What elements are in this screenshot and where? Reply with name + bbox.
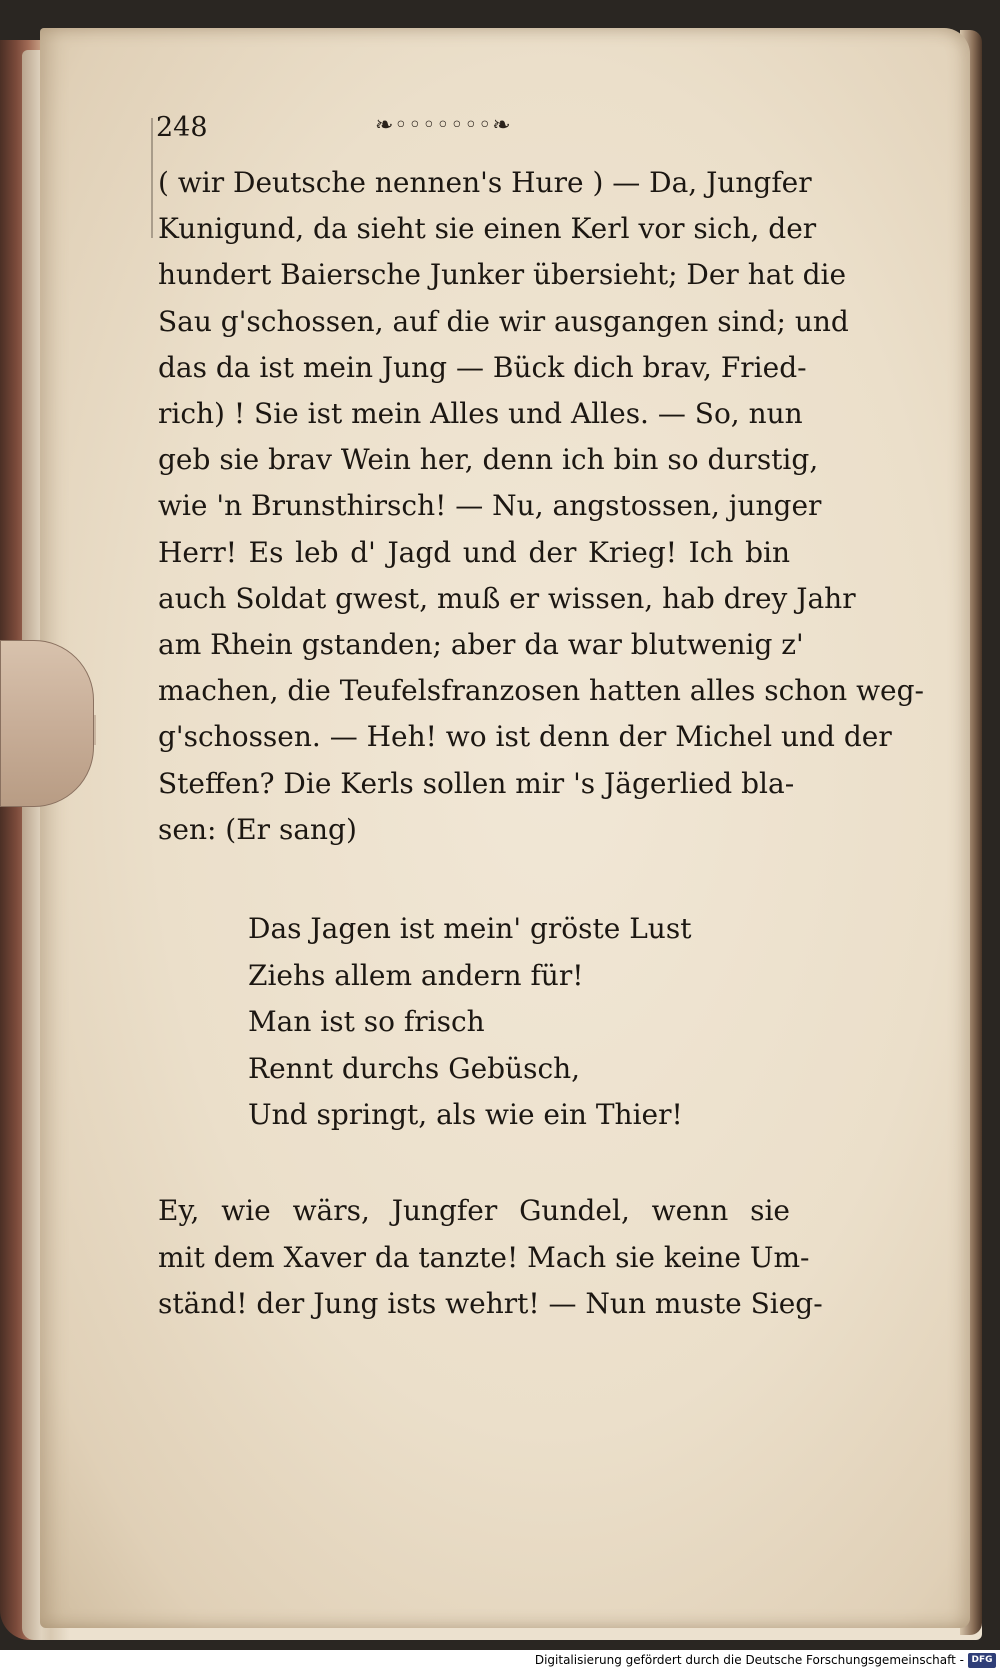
text-line: g'schossen. — Heh! wo ist denn der Michel und der (158, 720, 892, 754)
text-line: ( wir Deutsche nennen's Hure ) — Da, Jungfer (158, 166, 812, 199)
page-number: 248 (156, 112, 208, 143)
text-line: mit dem Xaver da tanzte! Mach sie keine Um- (158, 1240, 810, 1274)
text-line: sen: (Er sang) (158, 812, 357, 846)
text-line: Herr! Es leb d' Jagd und der Krieg! Ich bin (158, 535, 790, 569)
margin-mark (151, 118, 153, 238)
text-line: am Rhein gstanden; aber da war blutwenig z' (158, 628, 804, 661)
text-line: Steffen? Die Kerls sollen mir 's Jägerlied bla- (158, 766, 795, 800)
footer-credit: Digitalisierung gefördert durch die Deutsche Forschungsgemeinschaft - (534, 1653, 964, 1667)
bookmark-tab (0, 640, 94, 807)
text-line: rich) ! Sie ist mein Alles und Alles. — So, nun (158, 397, 803, 430)
header-ornament: ❧◦◦◦◦◦◦◦❧ (375, 113, 512, 138)
verse-line: Rennt durchs Gebüsch, (248, 1051, 581, 1085)
text-line: geb sie brav Wein her, denn ich bin so durstig, (158, 443, 819, 477)
text-line: Kunigund, da sieht sie einen Kerl vor sich, der (158, 212, 817, 246)
dfg-logo: DFG (968, 1653, 996, 1668)
text-line: Ey, wie wärs, Jungfer Gundel, wenn sie (158, 1194, 790, 1227)
footer-bar (0, 1650, 1000, 1672)
text-line: hundert Baiersche Junker übersieht; Der hat die (158, 258, 847, 292)
text-line: auch Soldat gwest, muß er wissen, hab drey Jahr (158, 581, 856, 615)
text-line: das da ist mein Jung — Bück dich brav, Fried- (158, 350, 807, 384)
verse-line: Man ist so frisch (248, 1005, 485, 1038)
verse-line: Ziehs allem andern für! (248, 958, 584, 992)
verse-line: Das Jagen ist mein' gröste Lust (248, 912, 692, 945)
verse-line: Und springt, als wie ein Thier! (248, 1098, 683, 1131)
text-line: ständ! der Jung ists wehrt! — Nun muste Sieg- (158, 1287, 823, 1320)
text-line: machen, die Teufelsfranzosen hatten alles schon weg- (158, 674, 925, 708)
text-line: wie 'n Brunsthirsch! — Nu, angstossen, junger (158, 489, 822, 523)
text-line: Sau g'schossen, auf die wir ausgangen sind; und (158, 304, 849, 338)
